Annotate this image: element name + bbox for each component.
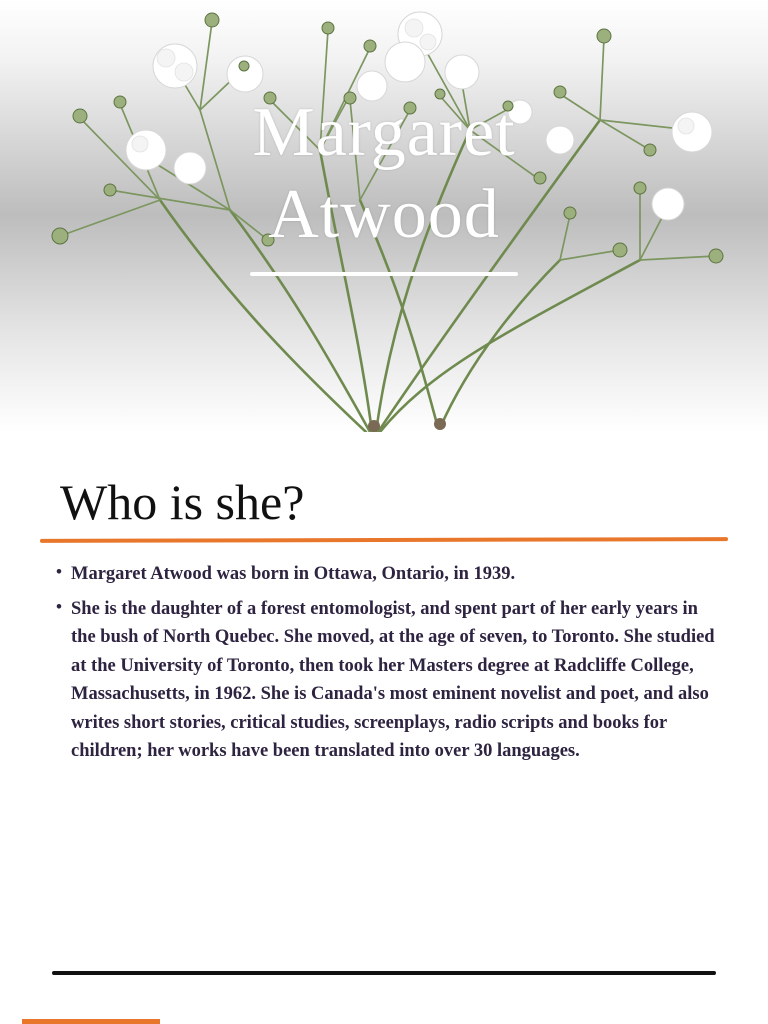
title-line-1: Margaret xyxy=(252,94,516,171)
heading-divider xyxy=(40,537,728,543)
corner-accent-bar xyxy=(22,1019,160,1024)
content-slide xyxy=(0,432,768,1024)
bottom-divider xyxy=(52,971,716,975)
slide-heading: Who is she? xyxy=(60,474,305,530)
title-slide xyxy=(0,0,768,432)
presentation-title xyxy=(0,92,768,256)
title-underline xyxy=(250,272,518,276)
title-line-2: Atwood xyxy=(268,176,500,253)
bullet-item-biography: • She is the daughter of a forest entomologist, and spent part of her early years in the bush of North Quebec. She moved, at the age of seven, to Toronto. She studied at the University of Toronto, then took her Masters degree at Radcliffe College, Massachusetts, in 1962. She is Canada's most eminent novelist and poet, and also writes short stories, critical studies, screenplays, radio scripts and books for children; her works have been translated into over 30 languages. xyxy=(56,595,716,766)
bullet-item-birth: • Margaret Atwood was born in Ottawa, Ontario, in 1939. xyxy=(56,560,716,589)
bullet-list xyxy=(56,560,716,772)
